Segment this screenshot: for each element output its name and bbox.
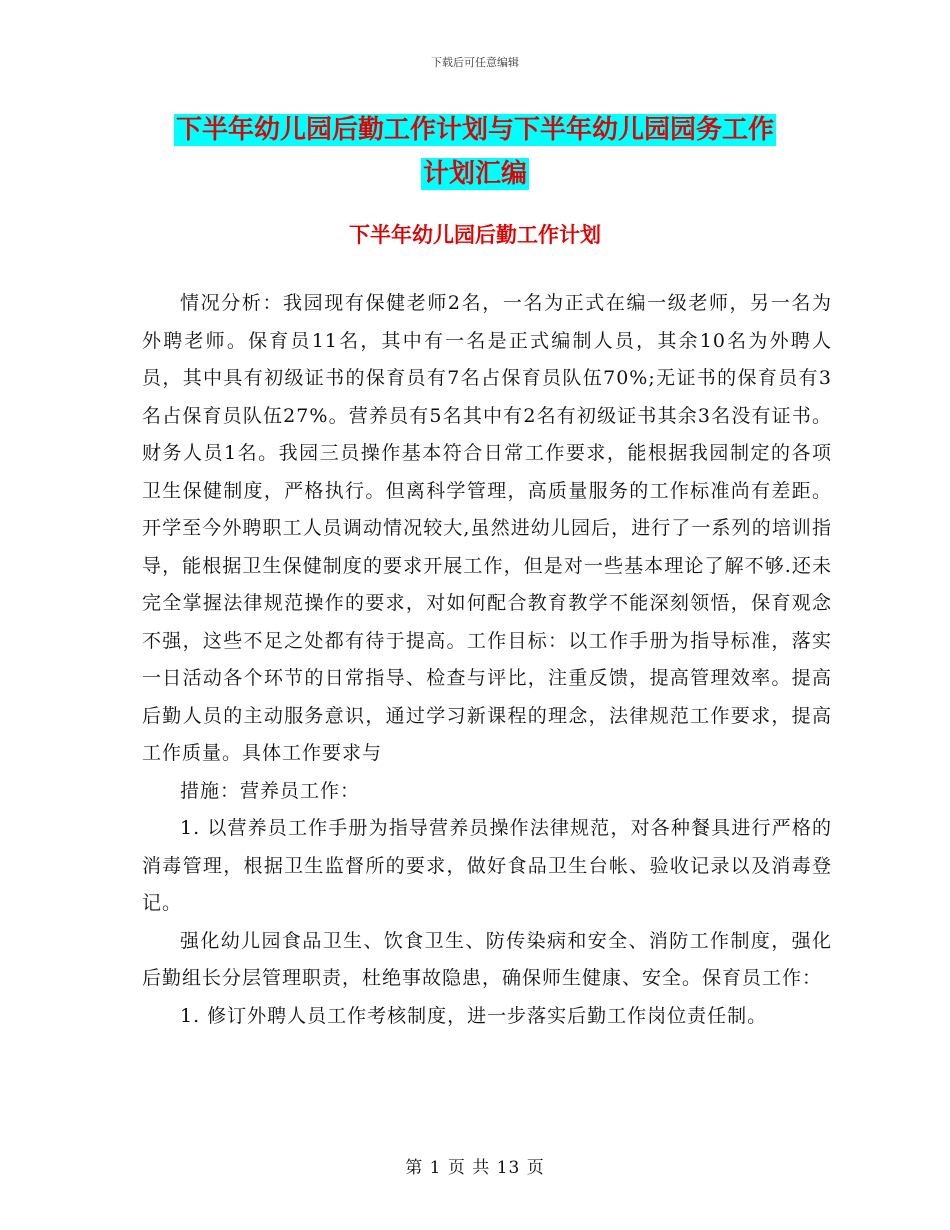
paragraph-situation-analysis: 情况分析：我园现有保健老师2名，一名为正式在编一级老师，另一名为外聘老师。保育员11名，其中有一名是正式编制人员，其余10名为外聘人员，其中具有初级证书的保育员有7名占保育员队伍70%;无证书的保育员有3名占保育员队伍27%。营养员有5名其中有2名有初级证书其余3名没有证书。财务人员1名。我园三员操作基本符合日常工作要求，能根据我园制定的各项卫生保健制度，严格执行。但离科学管理，高质量服务的工作标准尚有差距。开学至今外聘职工人员调动情况较大,虽然进幼儿园后，进行了一系列的培训指导，能根据卫生保健制度的要求开展工作，但是对一些基本理论了解不够.还未完全掌握法律规范操作的要求，对如何配合教育教学不能深刻领悟，保育观念不强，这些不足之处都有待于提高。工作目标：以工作手册为指导标准，落实一日活动各个环节的日常指导、检查与评比，注重反馈，提高管理效率。提高后勤人员的主动服务意识，通过学习新课程的理念，法律规范工作要求，提高工作质量。具体工作要求与 [142, 292, 832, 764]
page-footer: 第 1 页 共 13 页 [405, 1158, 545, 1178]
document-title-line-1: 下半年幼儿园后勤工作计划与下半年幼儿园园务工作 [175, 115, 774, 145]
paragraph-item-assessment: 1. 修订外聘人员工作考核制度，进一步落实后勤工作岗位责任制。 [180, 1004, 768, 1027]
paragraph-item-nutritionist: 1. 以营养员工作手册为指导营养员操作法律规范，对各种餐具进行严格的消毒管理，根据卫生监督所的要求，做好食品卫生台帐、验收记录以及消毒登记。 [142, 817, 832, 914]
paragraph-strengthen-hygiene: 强化幼儿园食品卫生、饮食卫生、防传染病和安全、消防工作制度，强化后勤组长分层管理职责，杜绝事故隐患，确保师生健康、安全。保育员工作： [142, 929, 832, 989]
document-title [150, 108, 800, 196]
document-title-line-2: 计划汇编 [422, 159, 527, 189]
paragraph-measures-heading: 措施：营养员工作： [180, 779, 361, 802]
header-note: 下载后可任意编辑 [431, 56, 519, 69]
document-body [142, 285, 832, 1035]
section-title: 下半年幼儿园后勤工作计划 [349, 223, 601, 247]
